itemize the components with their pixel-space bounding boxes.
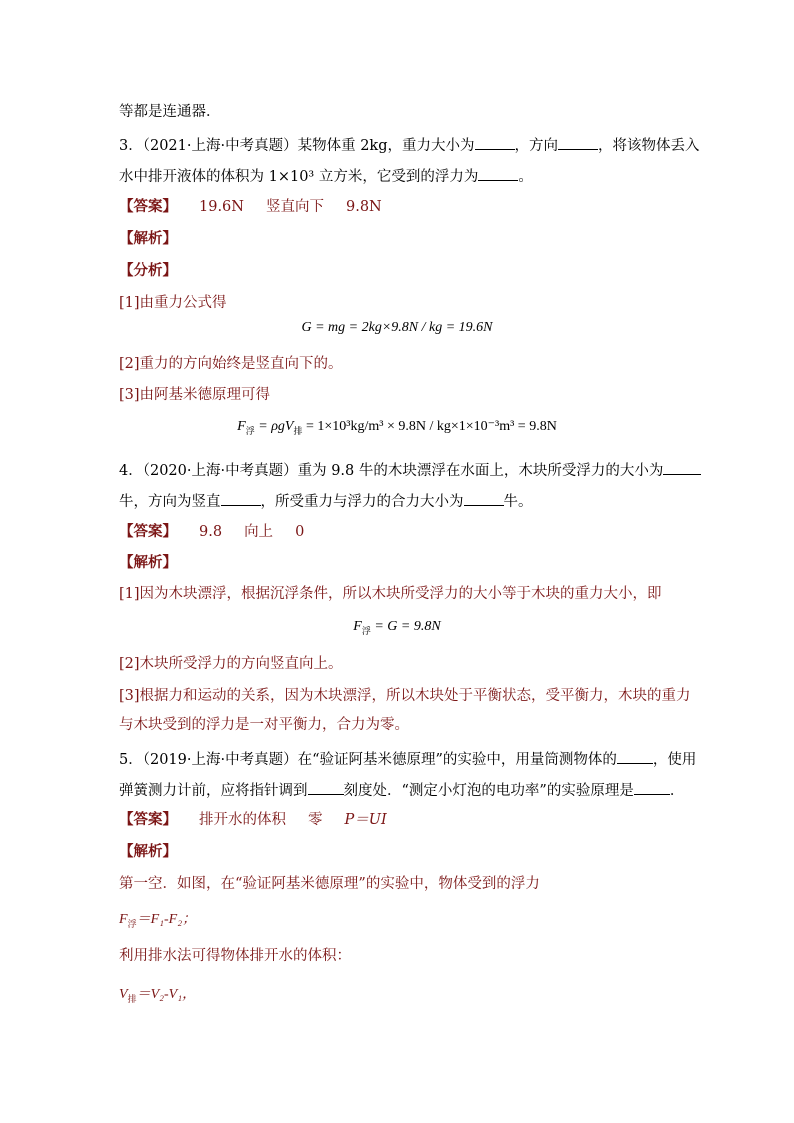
solution-text: 利用排水法可得物体排开水的体积： [119, 948, 351, 964]
analysis-label [119, 229, 177, 249]
question-5-line-1 [119, 748, 696, 770]
answer-value: 0 [295, 524, 305, 540]
question-text: 3．（2021·上海·中考真题）某物体重 2kg，重力大小为 [119, 138, 475, 154]
solution-text: [2]重力的方向始终是竖直向下的。 [119, 356, 343, 372]
answer-blank [475, 134, 515, 150]
question-3-line-1 [119, 134, 700, 156]
formula-line [0, 617, 794, 641]
question-text: 4．（2020·上海·中考真题）重为 9.8 牛的木块漂浮在水面上，木块所受浮力的大小为 [119, 463, 664, 479]
solution-step [119, 874, 540, 894]
solution-step [119, 385, 270, 405]
solution-text: [1]由重力公式得 [119, 295, 227, 311]
formula: V [119, 987, 128, 1002]
question-5-answer [119, 810, 387, 830]
solution-step [119, 354, 343, 374]
formula-subscript: 浮 [245, 425, 255, 436]
solution-step [119, 654, 343, 674]
question-text: 弹簧测力计前，应将指针调到 [119, 783, 308, 799]
answer-blank [663, 459, 701, 475]
analysis-heading: 【解析】 [119, 230, 177, 247]
solution-text: 与木块受到的浮力是一对平衡力，合力为零。 [119, 717, 409, 733]
formula-line [119, 910, 196, 934]
formula-line [0, 318, 794, 338]
solution-text: [3]由阿基米德原理可得 [119, 387, 271, 403]
analysis-heading: 【解析】 [119, 554, 177, 571]
formula: = 1×10³kg/m³ × 9.8N / kg×1×10⁻³m³ = 9.8N [302, 419, 557, 434]
paragraph-text: 等都是连通器． [119, 104, 221, 120]
question-text: 刻度处．“测定小灯泡的电功率”的实验原理是 [343, 783, 634, 799]
solution-step [119, 686, 691, 706]
question-5-line-2 [119, 779, 684, 801]
formula: ＝F₁-F₂； [136, 912, 197, 927]
question-text: ，将该物体丢入 [598, 138, 700, 154]
solution-step [119, 584, 662, 604]
formula-line [0, 417, 794, 441]
question-3-answer [119, 197, 382, 217]
formula: G = mg = 2kg×9.8N / kg = 19.6N [301, 320, 493, 335]
text-line [119, 102, 221, 122]
question-3-line-2 [119, 165, 533, 187]
answer-label: 【答案】 [119, 811, 177, 828]
formula: ＝V₂-V₁， [136, 987, 197, 1002]
formula: = ρgV [254, 419, 294, 434]
formula: = G = 9.8N [370, 619, 441, 634]
question-text: 水中排开液体的体积为 1×10³ 立方米，它受到的浮力为 [119, 169, 479, 185]
answer-label: 【答案】 [119, 198, 177, 215]
analysis-label [119, 842, 177, 862]
answer-blank [558, 134, 598, 150]
formula: F [237, 419, 246, 434]
answer-value: 竖直向下 [265, 199, 324, 215]
solution-text: 第一空．如图，在“验证阿基米德原理”的实验中，物体受到的浮力 [119, 876, 540, 892]
answer-blank [464, 490, 504, 506]
question-text: 牛。 [503, 494, 533, 510]
question-text: 牛，方向为竖直 [119, 494, 221, 510]
formula-subscript: 排 [127, 993, 137, 1004]
answer-value: 9.8N [345, 199, 382, 215]
fenxi-heading: 【分析】 [119, 262, 177, 279]
analysis-label [119, 553, 177, 573]
question-text: ，所受重力与浮力的合力大小为 [260, 494, 464, 510]
question-text: ，方向 [514, 138, 558, 154]
answer-label: 【答案】 [119, 523, 177, 540]
fenxi-label [119, 261, 177, 281]
solution-text: [1]因为木块漂浮，根据沉浮条件，所以木块所受浮力的大小等于木块的重力大小，即 [119, 586, 662, 602]
formula-subscript: 浮 [127, 918, 137, 929]
question-text: ，使用 [652, 752, 697, 768]
answer-blank [478, 165, 518, 181]
answer-blank [634, 779, 670, 795]
solution-step [119, 293, 227, 313]
solution-text: [2]木块所受浮力的方向竖直向上。 [119, 656, 343, 672]
question-text: 。 [518, 169, 533, 185]
formula: F [119, 912, 128, 927]
answer-blank [221, 490, 261, 506]
formula-line [119, 985, 196, 1009]
answer-value: 向上 [244, 524, 274, 540]
question-text: ． [669, 783, 685, 799]
answer-value: 9.8 [199, 524, 223, 540]
answer-value: 零 [308, 812, 323, 828]
solution-text: [3]根据力和运动的关系，因为木块漂浮，所以木块处于平衡状态，受平衡力，木块的重力 [119, 688, 691, 704]
answer-value: 19.6N [199, 199, 244, 215]
analysis-heading: 【解析】 [119, 843, 177, 860]
question-4-answer [119, 522, 304, 542]
solution-step [119, 715, 409, 735]
formula-subscript: 浮 [361, 625, 371, 636]
question-4-line-1 [119, 459, 701, 481]
question-4-line-2 [119, 490, 533, 512]
question-text: 5．（2019·上海·中考真题）在“验证阿基米德原理”的实验中，用量筒测物体的 [119, 752, 617, 768]
formula-subscript: 排 [293, 425, 303, 436]
answer-blank [308, 779, 344, 795]
solution-step [119, 946, 351, 966]
answer-value: P＝UI [344, 812, 387, 828]
answer-value: 排开水的体积 [199, 812, 286, 828]
answer-blank [617, 748, 653, 764]
formula: F [353, 619, 362, 634]
